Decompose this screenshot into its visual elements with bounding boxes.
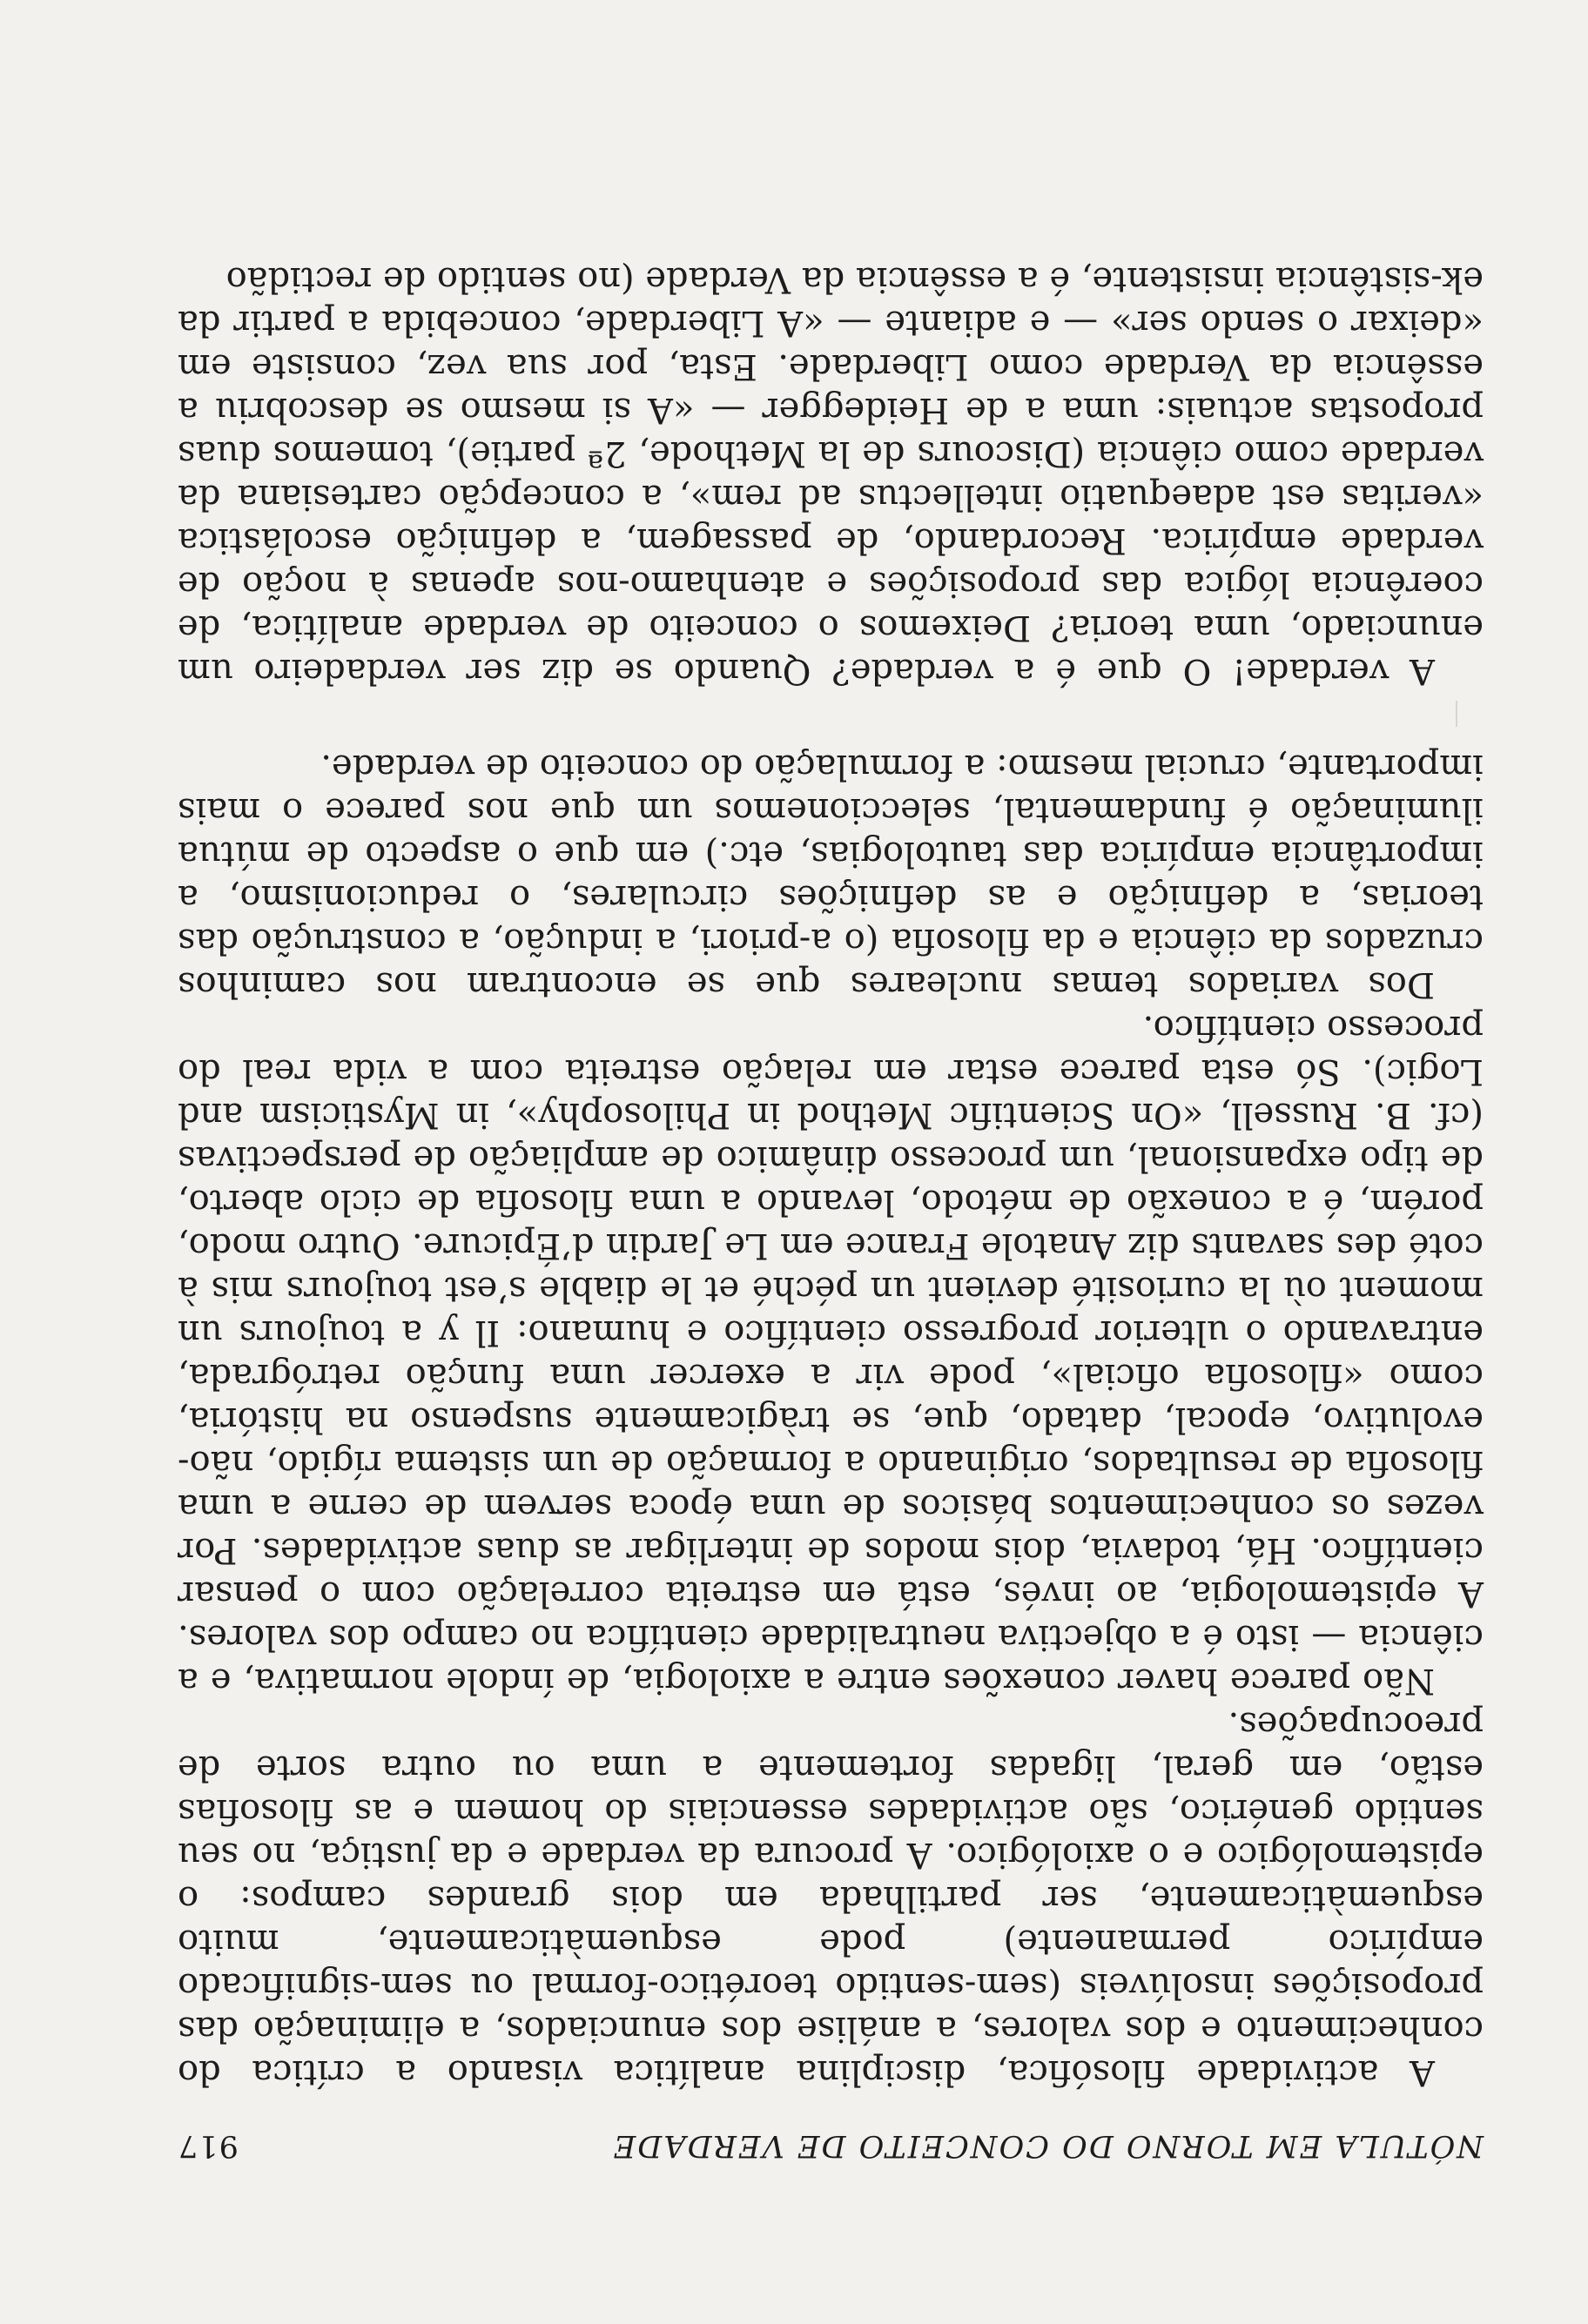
paragraph-3: Dos variados temas nucleares que se encontram nos caminhos cruzados da ciência e da filosofia (o a-priori, a indução, a construção das teorias, a definição e as definições circulares, o reducionismo, a importância empírica das tautologias, etc.) em que o aspecto de mútua iluminação é fundamental, seleccionemos um que nos parece o mais importante, crucial mesmo: a formulação do conceito de verdade. <box>178 747 1484 1004</box>
section-gap <box>178 693 1484 745</box>
page-body <box>178 258 1484 2167</box>
page-number: 917 <box>178 2128 239 2163</box>
paragraph-4: A verdade! O que é a verdade? Quando se diz ser verdadeiro um enunciado, uma teoria? Deixemos o conceito de verdade analítica, de coerência lógica das proposições e atenhamo-nos apenas à noção de verdade empírica. Recordando, de passagem, a definição escolástica «veritas est adaequatio intellectus ad rem», a concepção cartesiana da verdade como ciência (Discours de la Methode, 2ª partie), tomemos duas propostas actuais: uma a de Heidegger — «A si mesmo se descobriu a essência da Verdade como Liberdade. Esta, por sua vez, consiste em «deixar o sendo ser» — e adiante — «A Liberdade, concebida a partir da ek-sistência insistente, é a essência da Verdade (no sentido de rectidão <box>178 259 1484 691</box>
paragraph-1: A actividade filosófica, disciplina analítica visando a crítica do conhecimento e dos valores, a análise dos enunciados, a eliminação das proposições insolúveis (sem-sentido teorético-formal ou sem-significado empírico permanente) pode esquemàticamente, muito esquemàticamente, ser partilhada em dois grandes campos: o epistemológico e o axiológico. A procura da verdade e da justiça, no seu sentido genérico, são actividades essenciais do homem e as filosofias estão, em geral, ligadas fortemente a uma ou outra sorte de preocupações. <box>178 1704 1484 2092</box>
header-title: NÓTULA EM TORNO DO CONCEITO DE VERDADE <box>611 2128 1484 2163</box>
paragraph-2: Não parece haver conexões entre a axiologia, de índole normativa, e a ciência — isto é a objectiva neutralidade científica no campo dos valores. A epistemologia, ao invés, está em estreita correlação com o pensar científico. Há, todavia, dois modos de interligar as duas actividades. Por vezes os conhecimentos básicos de uma época servem de cerne a uma filosofia de resultados, originando a formação de um sistema rígido, não-evolutivo, epocal, datado, que, se tràgicamente suspenso na história, como «filosofia oficial», pode vir a exercer uma função retrógrada, entravando o ulterior progresso científico e humano: Il y a toujours un moment où la curiosité devient un péché et le diable s’est toujours mis à coté des savants diz Anatole France em Le Jardin d’Épicure. Outro modo, porém, é a conexão de método, levando a uma filosofia de ciclo aberto, de tipo expansional, um processo dinâmico de ampliação de perspectivas (cf. B. Russell, «On Scientific Method in Philosophy», in Mysticism and Logic). Só esta parece estar em relação estreita com a vida real do processo científico. <box>178 1008 1484 1701</box>
running-header <box>178 2124 1484 2167</box>
